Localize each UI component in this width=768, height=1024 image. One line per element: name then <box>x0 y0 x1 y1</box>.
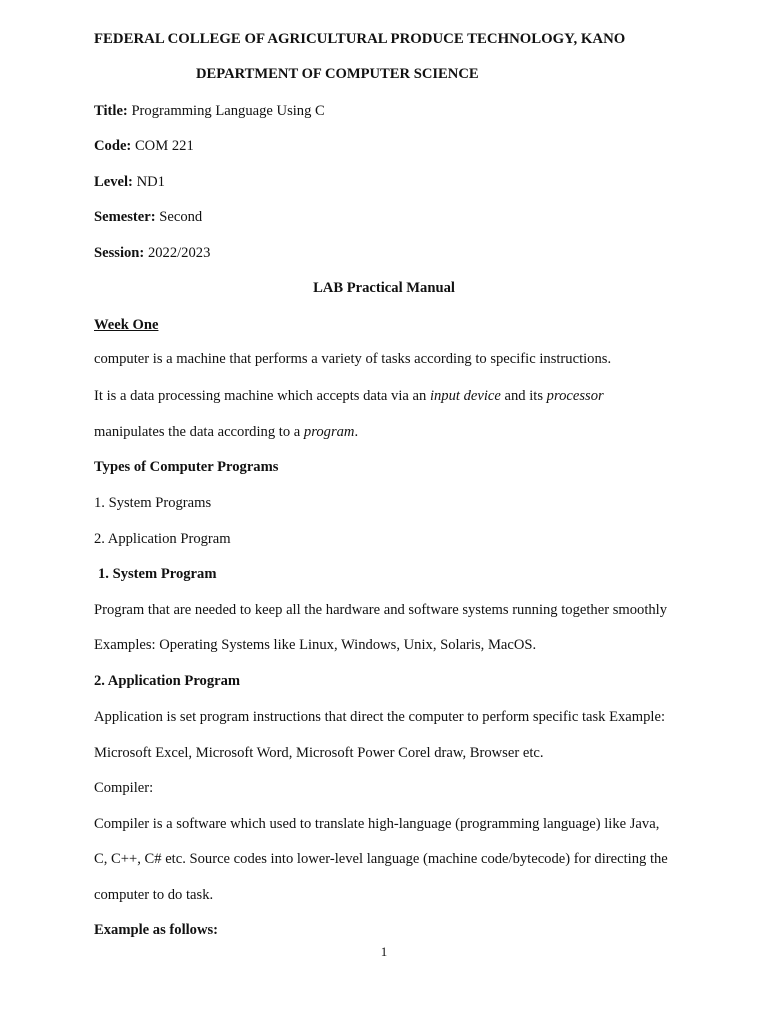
department-name: DEPARTMENT OF COMPUTER SCIENCE <box>196 66 479 82</box>
level-label: Level: <box>94 174 133 190</box>
session-label: Session: <box>94 245 145 261</box>
manual-title: LAB Practical Manual <box>313 280 455 296</box>
types-item-2: 2. Application Program <box>94 531 231 547</box>
types-heading: Types of Computer Programs <box>94 459 279 475</box>
semester-value: Second <box>159 209 203 225</box>
college-name: FEDERAL COLLEGE OF AGRICULTURAL PRODUCE TECHNOLOGY, KANO <box>94 31 626 47</box>
types-item-1: 1. System Programs <box>94 495 212 511</box>
session-value: 2022/2023 <box>147 245 211 261</box>
compiler-line-1: Compiler is a software which used to translate high-language (programming language) like Java, <box>94 816 660 832</box>
code-value: COM 221 <box>134 138 194 154</box>
system-program-line-1: Program that are needed to keep all the hardware and software systems running together smoothly <box>94 602 668 618</box>
intro-line-3: manipulates the data according to a program. <box>94 424 359 440</box>
course-title <box>94 104 325 119</box>
course-semester <box>94 210 202 225</box>
application-program-line-1: Application is set program instructions that direct the computer to perform specific task Example: <box>94 709 666 725</box>
system-program-line-2: Examples: Operating Systems like Linux, Windows, Unix, Solaris, MacOS. <box>94 637 537 653</box>
compiler-line-2: C, C++, C# etc. Source codes into lower-level language (machine code/bytecode) for directing the <box>94 851 668 867</box>
intro-line-1: computer is a machine that performs a variety of tasks according to specific instructions. <box>94 351 612 367</box>
week-heading: Week One <box>94 317 159 333</box>
intro-line-2: It is a data processing machine which accepts data via an input device and its processor <box>94 388 604 404</box>
compiler-label: Compiler: <box>94 780 154 796</box>
compiler-line-3: computer to do task. <box>94 887 214 903</box>
title-label: Title: <box>94 103 128 119</box>
code-label: Code: <box>94 138 132 154</box>
application-program-heading: 2. Application Program <box>94 673 241 689</box>
level-value: ND1 <box>136 174 165 190</box>
system-program-heading: 1. System Program <box>98 566 217 582</box>
course-session <box>94 246 210 261</box>
course-code <box>94 139 194 154</box>
course-level <box>94 175 165 190</box>
title-value: Programming Language Using C <box>131 103 325 119</box>
application-program-line-2: Microsoft Excel, Microsoft Word, Microsoft Power Corel draw, Browser etc. <box>94 745 544 761</box>
example-heading: Example as follows: <box>94 922 219 938</box>
page-number: 1 <box>380 944 388 959</box>
semester-label: Semester: <box>94 209 156 225</box>
